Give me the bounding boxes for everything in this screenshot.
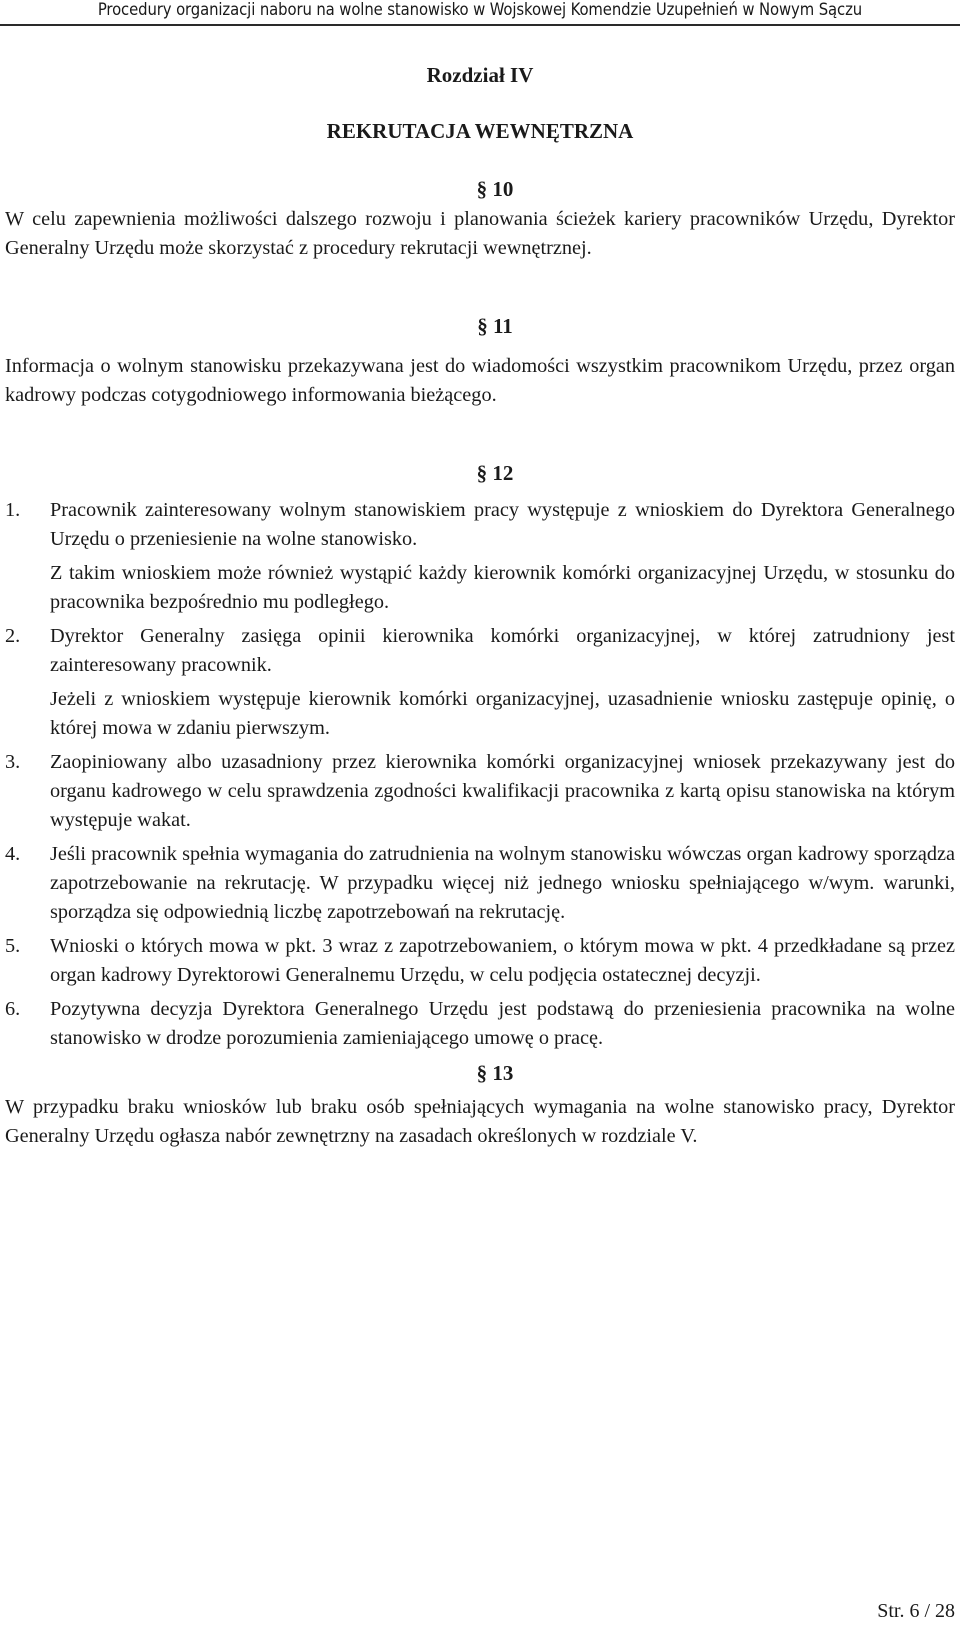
list-item-number: 3. xyxy=(5,751,21,773)
list-item-text: Pozytywna decyzja Dyrektora Generalnego Urzędu jest podstawą do przeniesienia pracownika na wolne stanowisko w drodze porozumienia zamieniającego umowę o pracę. xyxy=(50,998,955,1049)
list-item xyxy=(5,932,955,990)
list-item-text: Jeśli pracownik spełnia wymagania do zatrudnienia na wolnym stanowisku wówczas organ kadrowy sporządza zapotrzebowanie na rekrutację. W przypadku więcej niż jednego wniosku spełniającego w/wym. warunki, sporządza się odpowiednią liczbę zapotrzebowań na rekrutację. xyxy=(50,843,955,923)
list-item-text: Dyrektor Generalny zasięga opinii kierownika komórki organizacyjnej, w której zatrudniony jest zainteresowany pracownik. xyxy=(50,625,955,676)
chapter-label: Rozdział IV xyxy=(426,63,534,87)
list-item-text: Zaopiniowany albo uzasadniony przez kierownika komórki organizacyjnej wniosek przekazywany jest do organu kadrowego w celu sprawdzenia zgodności kwalifikacji pracownika z kartą opisu stanowiska na którym występuje wakat. xyxy=(50,751,955,831)
list-item-text: Wnioski o których mowa w pkt. 3 wraz z zapotrzebowaniem, o którym mowa w pkt. 4 przedkładane są przez organ kadrowy Dyrektorowi Generalnemu Urzędu, w celu podjęcia ostatecznej decyzji. xyxy=(50,935,955,986)
section-13-text: W przypadku braku wniosków lub braku osób spełniających wymagania na wolne stanowisko pracy, Dyrektor Generalny Urzędu ogłasza nabór zewnętrzny na zasadach określonych w rozdziale V. xyxy=(5,1096,955,1147)
list-item xyxy=(5,496,955,554)
list-item xyxy=(5,840,955,927)
list-item-number: 6. xyxy=(5,998,21,1020)
list-item xyxy=(5,995,955,1053)
header-divider xyxy=(0,24,960,26)
running-header: Procedury organizacji naboru na wolne stanowisko w Wojskowej Komendzie Uzupełnień w Nowym Sączu xyxy=(97,0,863,19)
section-11-text: Informacja o wolnym stanowisku przekazywana jest do wiadomości wszystkim pracownikom Urzędu, przez organ kadrowy podczas cotygodniowego informowania bieżącego. xyxy=(5,355,955,406)
section-13-heading: § 13 xyxy=(476,1061,514,1085)
list-item-text: Pracownik zainteresowany wolnym stanowiskiem pracy występuje z wnioskiem do Dyrektora Generalnego Urzędu o przeniesienie na wolne stanowisko. xyxy=(50,499,955,550)
list-item-number: 5. xyxy=(5,935,21,957)
list-item-continuation: Jeżeli z wnioskiem występuje kierownik komórki organizacyjnej, uzasadnienie wniosku zastępuje opinię, o której mowa w zdaniu pierwszym. xyxy=(50,688,955,739)
chapter-title: REKRUTACJA WEWNĘTRZNA xyxy=(326,119,634,143)
section-12-list xyxy=(5,496,955,1053)
page-number: Str. 6 / 28 xyxy=(877,1600,955,1622)
list-item xyxy=(5,622,955,680)
list-item-continuation: Z takim wnioskiem może również wystąpić każdy kierownik komórki organizacyjnej Urzędu, w stosunku do pracownika bezpośrednio mu podległego. xyxy=(50,562,955,613)
section-11-heading: § 11 xyxy=(477,314,513,338)
list-item-number: 4. xyxy=(5,843,21,865)
list-item-number: 2. xyxy=(5,625,21,647)
section-12-heading: § 12 xyxy=(476,461,514,485)
section-10-heading: § 10 xyxy=(476,177,514,201)
list-item xyxy=(5,748,955,835)
section-10-text: W celu zapewnienia możliwości dalszego rozwoju i planowania ścieżek kariery pracowników Urzędu, Dyrektor Generalny Urzędu może skorzystać z procedury rekrutacji wewnętrznej. xyxy=(5,208,955,259)
page-content xyxy=(5,58,955,1151)
list-item-number: 1. xyxy=(5,499,21,521)
